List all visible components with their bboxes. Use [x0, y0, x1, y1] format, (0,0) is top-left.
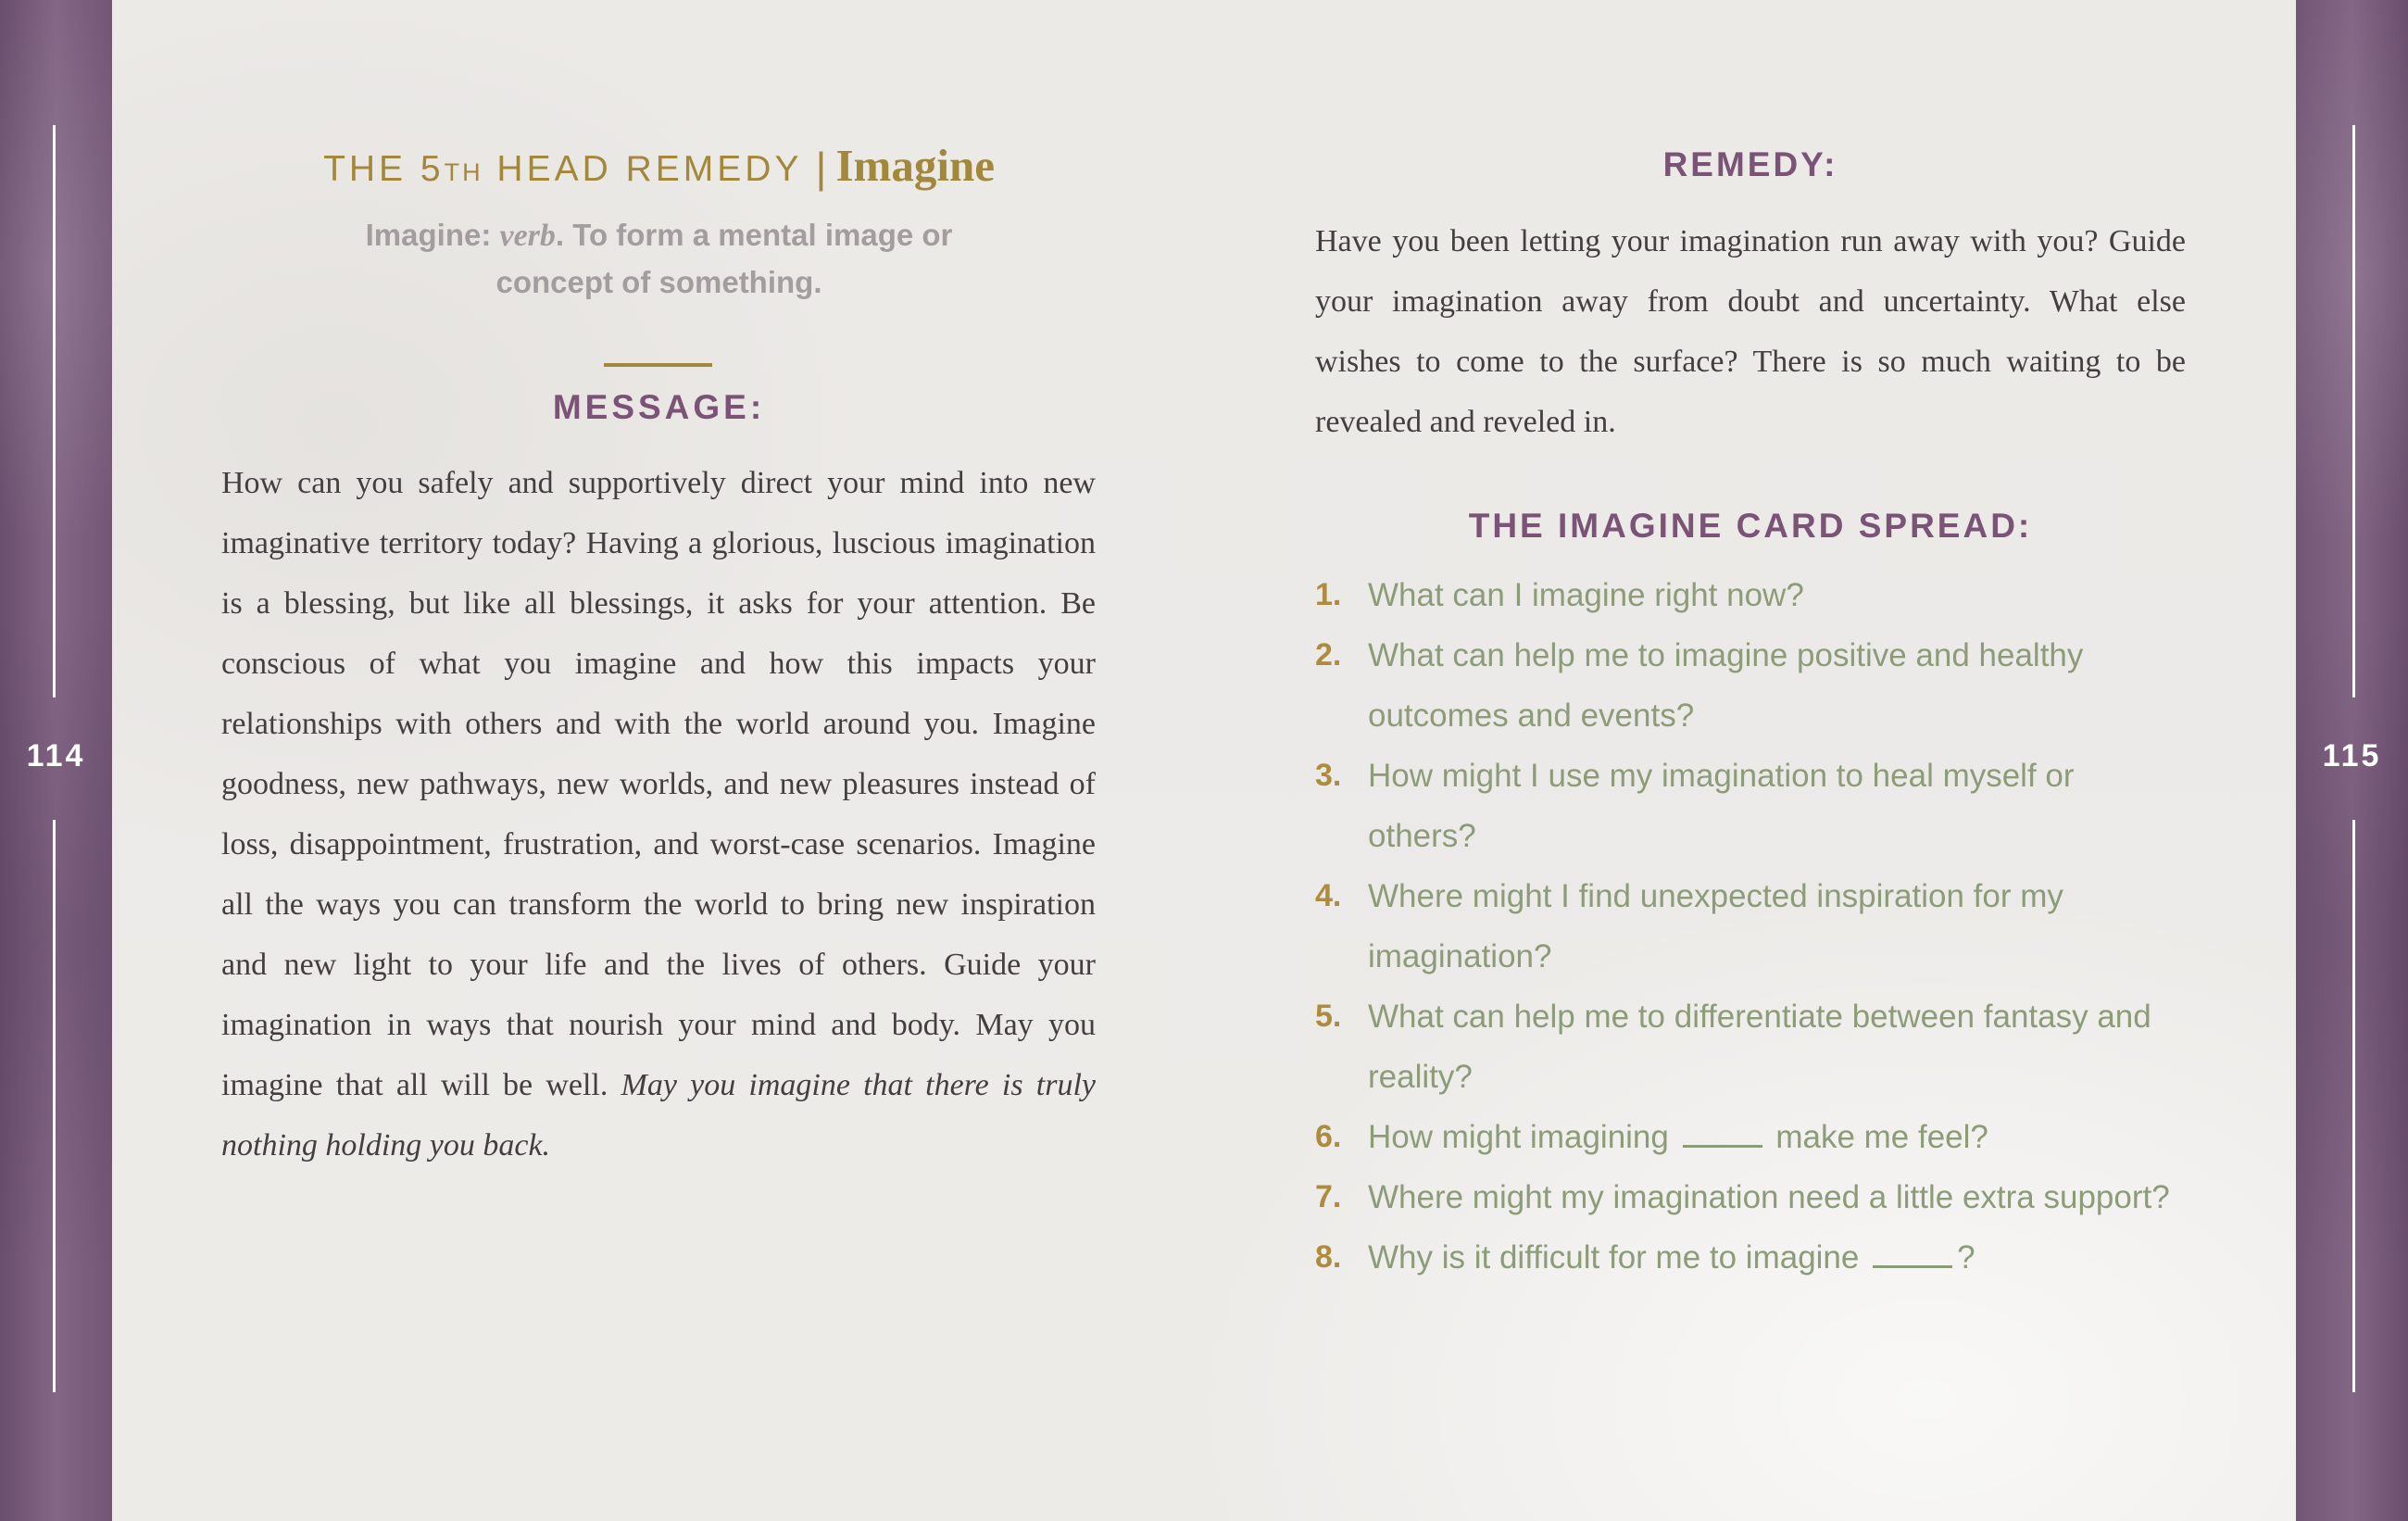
page-number-left: 114 [26, 738, 86, 773]
left-page-edge-bar [0, 0, 112, 1521]
card-name: Imagine [835, 140, 995, 191]
card-spread-heading: THE IMAGINE CARD SPREAD: [1468, 507, 2033, 545]
spread-item-text: What can help me to differentiate between fantasy and reality? [1368, 999, 2151, 1095]
spread-item-number: 1. [1315, 577, 1342, 612]
ordinal-suffix: TH [444, 158, 483, 186]
page-number-right: 115 [2322, 738, 2382, 773]
spread-list-item [1315, 625, 2189, 746]
spread-item-text: Why is it difficult for me to imagine ? [1368, 1227, 2189, 1288]
spread-list-item [1315, 1107, 2189, 1167]
message-heading: MESSAGE: [552, 388, 766, 426]
title-separator: | [815, 144, 827, 192]
spread-list-item [1315, 987, 2189, 1107]
card-spread-list [1315, 565, 2189, 1288]
remedy-heading: REMEDY: [1662, 145, 1838, 183]
spread-item-text: Where might my imagination need a little extra support? [1368, 1179, 2170, 1215]
spread-item-text: How might I use my imagination to heal myself or others? [1368, 758, 2075, 854]
spread-item-text: What can help me to imagine positive and healthy outcomes and events? [1368, 637, 2084, 734]
right-edge-rule-top [2352, 125, 2355, 698]
gold-divider [604, 363, 712, 367]
spread-list-item [1315, 866, 2189, 987]
message-body-italic: May you imagine that there is truly nothing holding you back. [221, 1068, 1096, 1163]
spread-item-number: 6. [1315, 1119, 1342, 1154]
spread-list-item [1315, 565, 2189, 625]
spread-item-number: 2. [1315, 637, 1342, 673]
right-edge-rule-bottom [2352, 820, 2355, 1392]
remedy-series-label: THE 5TH HEAD REMEDY [323, 149, 803, 189]
right-page-edge-bar [2296, 0, 2408, 1521]
left-edge-rule-bottom [53, 820, 56, 1392]
spread-item-number: 3. [1315, 758, 1342, 793]
spread-list-item [1315, 746, 2189, 866]
left-edge-rule-top [53, 125, 56, 698]
spread-list-item [1315, 1167, 2189, 1227]
fill-in-blank [1683, 1117, 1762, 1148]
spread-item-text: Where might I find unexpected inspiration for my imagination? [1368, 878, 2063, 974]
spread-item-number: 5. [1315, 999, 1342, 1034]
spread-list-item [1315, 1227, 2189, 1288]
fill-in-blank [1873, 1238, 1952, 1268]
message-body: How can you safely and supportively direct your mind into new imaginative territory today? Having a glorious, luscious imagination is a blessing, but like all blessings, it asks for your attention. Be conscious of what you imagine and how this impacts your relationships with others and with the world around you. Imagine goodness, new pathways, new worlds, and new pleasures instead of loss, disappointment, frustration, and worst-case scenarios. Imagine all the ways you can transform the world to bring new inspiration and new light to your life and the lives of others. Guide your imagination in ways that nourish your mind and body. May you imagine that all will be well. May you imagine that there is truly nothing holding you back. [221, 466, 1096, 1163]
chapter-title [220, 139, 1097, 193]
card-definition: Imagine: verb. To form a mental image or concept of something. [365, 218, 953, 299]
spread-item-number: 8. [1315, 1239, 1342, 1275]
remedy-body: Have you been letting your imagination run away with you? Guide your imagination away from doubt and uncertainty. What else wishes to come to the surface? There is so much waiting to be revealed and reveled in. [1315, 224, 2186, 439]
definition-term: verb [499, 219, 556, 253]
spread-item-text: How might imagining make me feel? [1368, 1107, 2189, 1167]
spread-item-number: 4. [1315, 878, 1342, 913]
spread-item-text: What can I imagine right now? [1368, 577, 1804, 613]
spread-item-number: 7. [1315, 1179, 1342, 1214]
